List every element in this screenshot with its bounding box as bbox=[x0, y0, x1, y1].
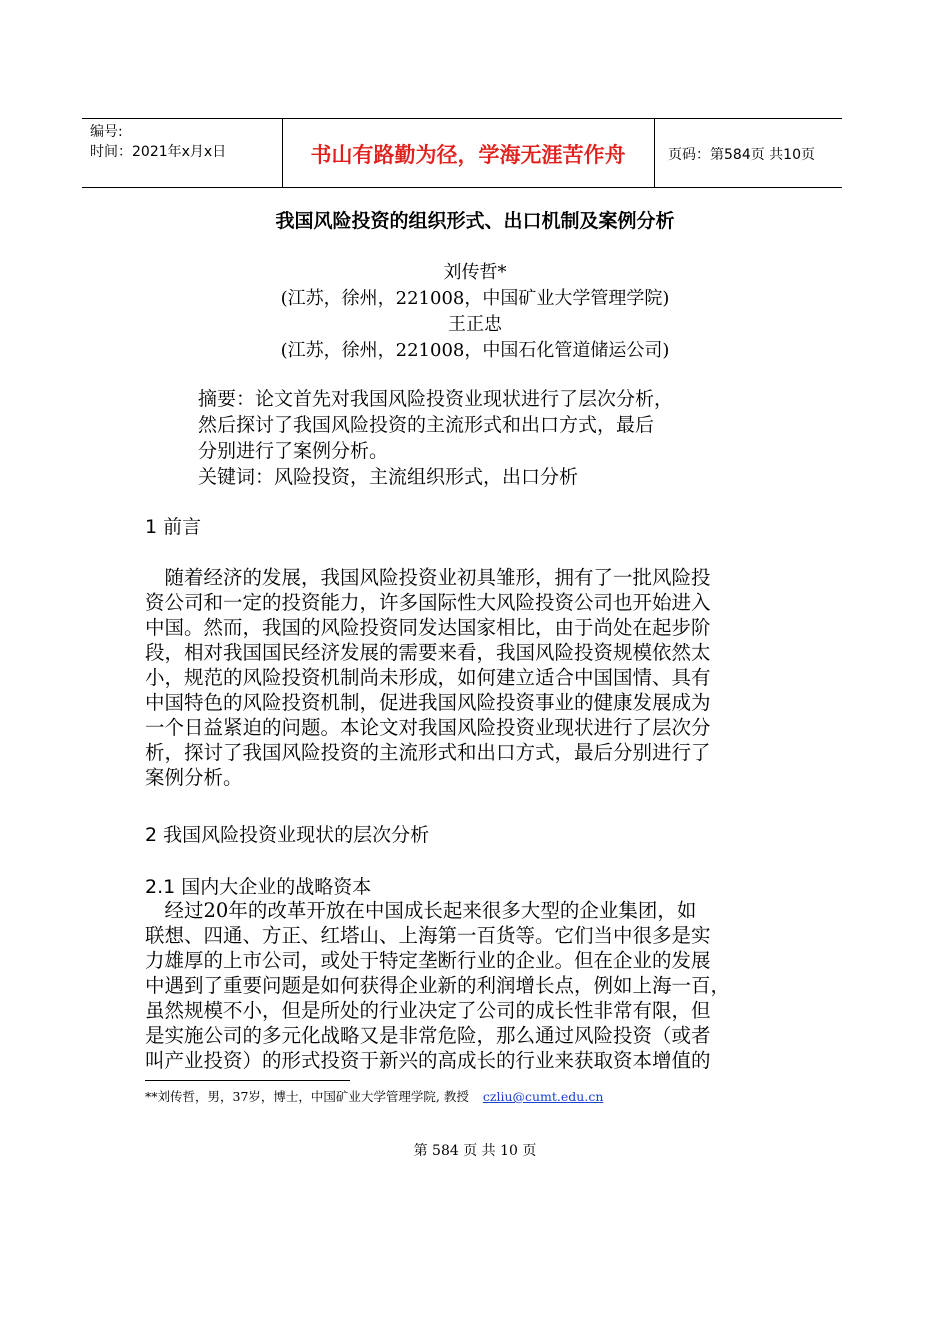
footnote-text: **刘传哲，男，37岁，博士，中国矿业大学管理学院, 教授 bbox=[145, 1089, 469, 1104]
author-affiliation: (江苏，徐州，221008，中国石化管道储运公司) bbox=[280, 340, 670, 361]
subsection-heading: 2.1 国内大企业的战略资本 bbox=[145, 876, 372, 898]
serial-label: 编号: bbox=[90, 124, 123, 140]
paragraph-line: 随着经济的发展，我国风险投资业初具雏形，拥有了一批风险投 bbox=[145, 566, 711, 589]
footnote bbox=[145, 1087, 603, 1105]
paragraph-line: 小，规范的风险投资机制尚未形成，如何建立适合中国国情、具有 bbox=[145, 666, 711, 689]
paragraph-line: 资公司和一定的投资能力，许多国际性大风险投资公司也开始进入 bbox=[145, 591, 711, 614]
keywords-label: 关键词： bbox=[198, 466, 275, 488]
paragraph-line: 段，相对我国国民经济发展的需要来看，我国风险投资规模依然太 bbox=[145, 641, 711, 664]
section1-paragraph bbox=[145, 565, 810, 790]
header-table bbox=[82, 118, 842, 188]
time-label: 时间：2021年x月x日 bbox=[90, 144, 227, 160]
paragraph-line: 中国。然而，我国的风险投资同发达国家相比，由于尚处在起步阶 bbox=[145, 616, 711, 639]
abstract-text: 论文首先对我国风险投资业现状进行了层次分析， bbox=[255, 388, 674, 410]
author-name: 王正忠 bbox=[448, 314, 502, 335]
header-divider bbox=[654, 119, 655, 187]
paragraph-line: 叫产业投资）的形式投资于新兴的高成长的行业来获取资本增值的 bbox=[145, 1049, 711, 1072]
footnote-rule bbox=[145, 1080, 350, 1081]
section-heading: 2 我国风险投资业现状的层次分析 bbox=[145, 824, 430, 846]
paragraph-line: 虽然规模不小，但是所处的行业决定了公司的成长性非常有限，但 bbox=[145, 999, 711, 1022]
paragraph-line: 中遇到了重要问题是如何获得企业新的利润增长点，例如上海一百， bbox=[145, 974, 731, 997]
keywords-text: 风险投资，主流组织形式，出口分析 bbox=[274, 466, 579, 488]
paragraph-line: 案例分析。 bbox=[145, 766, 243, 789]
paragraph-line: 一个日益紧迫的问题。本论文对我国风险投资业现状进行了层次分 bbox=[145, 716, 711, 739]
abstract-line bbox=[198, 384, 673, 411]
section-heading: 1 前言 bbox=[145, 516, 202, 538]
motto: 书山有路勤为径，学海无涯苦作舟 bbox=[310, 143, 626, 167]
keywords-line bbox=[198, 462, 578, 489]
page-code: 页码：第584页 共10页 bbox=[668, 147, 815, 163]
paragraph-line: 联想、四通、方正、红塔山、上海第一百货等。它们当中很多是实 bbox=[145, 924, 711, 947]
author-affiliation: (江苏，徐州，221008，中国矿业大学管理学院) bbox=[280, 288, 670, 309]
page-footer: 第 584 页 共 10 页 bbox=[413, 1143, 537, 1159]
paragraph-line: 力雄厚的上市公司，或处于特定垄断行业的企业。但在企业的发展 bbox=[145, 949, 711, 972]
abstract-label: 摘要： bbox=[198, 388, 256, 410]
paragraph-line: 中国特色的风险投资机制，促进我国风险投资事业的健康发展成为 bbox=[145, 691, 711, 714]
paper-title: 我国风险投资的组织形式、出口机制及案例分析 bbox=[275, 210, 675, 232]
footnote-email-link[interactable]: czliu@cumt.edu.cn bbox=[482, 1089, 604, 1104]
abstract-line: 分别进行了案例分析。 bbox=[198, 440, 389, 462]
author-name: 刘传哲* bbox=[443, 262, 507, 283]
section2-paragraph bbox=[145, 898, 810, 1073]
paragraph-line: 是实施公司的多元化战略又是非常危险，那么通过风险投资（或者 bbox=[145, 1024, 711, 1047]
paragraph-line: 析，探讨了我国风险投资的主流形式和出口方式，最后分别进行了 bbox=[145, 741, 711, 764]
abstract-line: 然后探讨了我国风险投资的主流形式和出口方式，最后 bbox=[198, 414, 655, 436]
paragraph-line: 经过20年的改革开放在中国成长起来很多大型的企业集团，如 bbox=[145, 899, 697, 922]
